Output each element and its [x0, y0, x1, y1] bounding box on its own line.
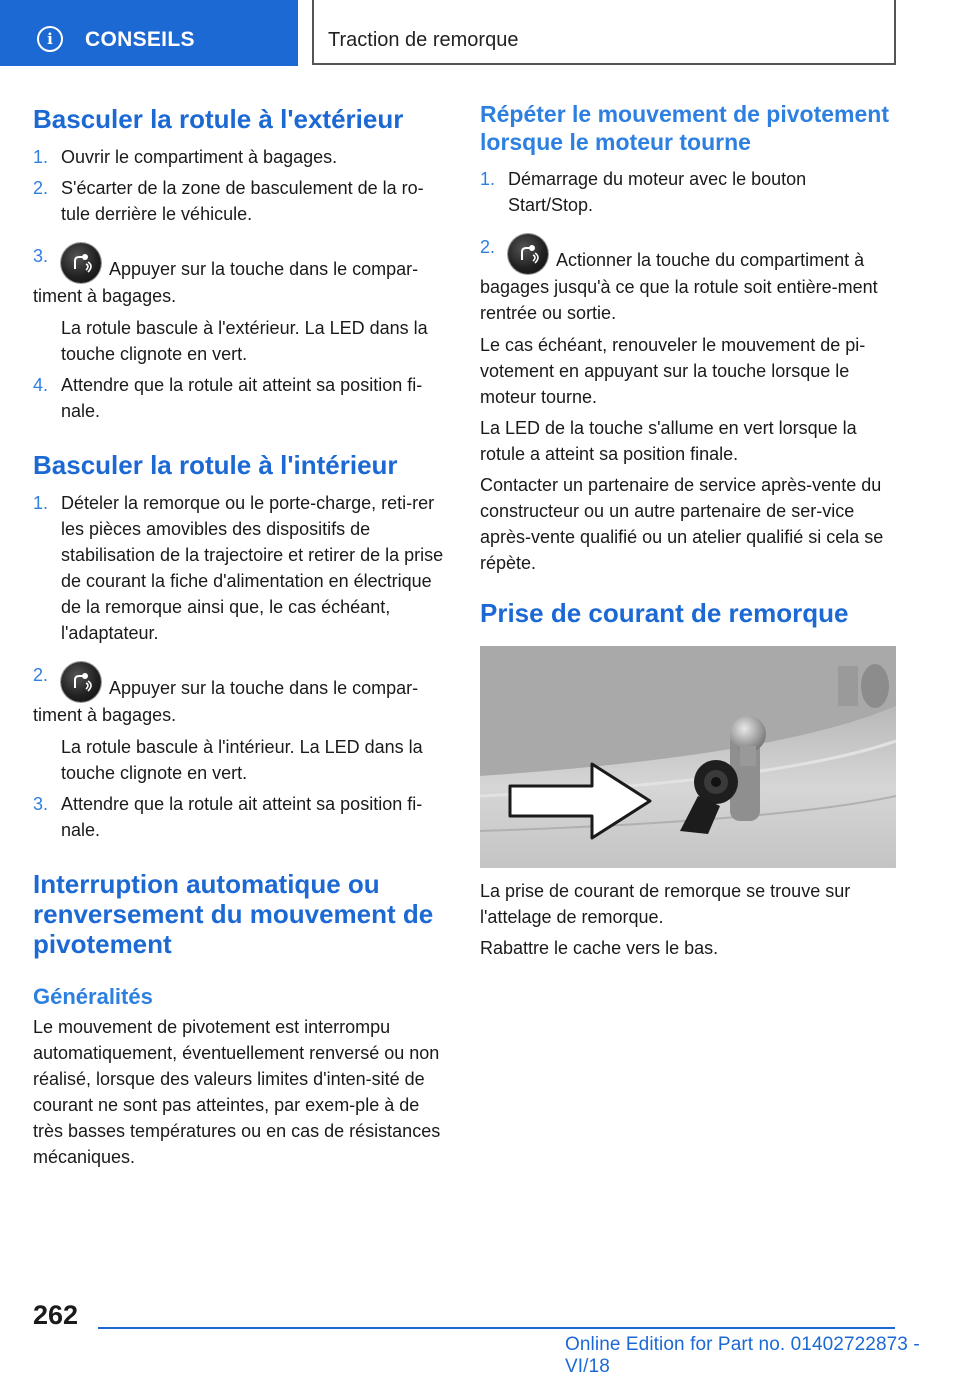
- paragraph: La prise de courant de remorque se trouve sur l'attelage de remorque.: [480, 881, 851, 927]
- towbar-button-icon: [61, 662, 101, 702]
- page-header: [0, 0, 960, 66]
- step-item: [33, 175, 446, 227]
- step-number: 3.: [33, 246, 49, 266]
- subheading-general: Généralités: [33, 984, 153, 1009]
- page-number: 262: [33, 1300, 79, 1330]
- footer-edition: Online Edition for Part no. 01402722873 - VI/18: [565, 1334, 920, 1377]
- chapter-label: CONSEILS: [85, 28, 195, 51]
- towbar-button-icon: [61, 243, 101, 283]
- footer-rule: [98, 1327, 895, 1329]
- heading-swing-out: Basculer la rotule à l'extérieur: [33, 104, 404, 134]
- towbar-button-icon: [508, 234, 548, 274]
- paragraph: Rabattre le cache vers le bas.: [480, 938, 719, 958]
- step-number: 2.: [480, 237, 496, 257]
- heading-swing-in: Basculer la rotule à l'intérieur: [33, 450, 398, 480]
- paragraph: Contacter un partenaire de service après-vente du constructeur ou un autre partenaire de ser‐vice après-vente qualifié ou un atelier qualifié si cela se répète.: [480, 475, 884, 573]
- section-tab[interactable]: [312, 0, 896, 65]
- trailer-socket-photo: [480, 646, 896, 868]
- step-number: 4.: [33, 375, 49, 395]
- step-text: Actionner la touche du compartiment à bagages jusqu'à ce que la rotule soit entière‐ment rentrée ou sortie.: [480, 250, 878, 323]
- step-text: Attendre que la rotule ait atteint sa position fi‐nale.: [61, 794, 423, 840]
- step-item: [33, 662, 446, 728]
- step-item: [33, 144, 446, 170]
- step-number: 2.: [33, 178, 49, 198]
- interruption-text: Le mouvement de pivotement est interrompu automatiquement, éventuellement renversé ou non réalisé, lorsque des valeurs limites d'inten‐sité de courant ne sont pas atteintes, par exem‐ple à de très basses températures ou en cas de résistances mécaniques.: [33, 1017, 441, 1167]
- step-text: Dételer la remorque ou le porte-charge, reti‐rer les pièces amovibles des dispositifs de stabilisation de la trajectoire et retirer de la prise de courant la fiche d'alimentation en électrique de la remorque ainsi que, le cas échéant, l'adaptateur.: [61, 493, 444, 643]
- left-column: [33, 100, 446, 1170]
- step-number: 3.: [33, 794, 49, 814]
- step-item: [33, 791, 446, 843]
- step-number: 1.: [33, 493, 49, 513]
- step-item: [33, 490, 446, 646]
- heading-repeat: Répéter le mouvement de pivotement lorsque le moteur tourne: [480, 101, 889, 155]
- step-number: 1.: [33, 147, 49, 167]
- step-text: Attendre que la rotule ait atteint sa position fi‐nale.: [61, 375, 423, 421]
- section-label: Traction de remorque: [328, 29, 519, 51]
- step-number: 1.: [480, 169, 496, 189]
- paragraph: Le cas échéant, renouveler le mouvement de pi‐votement en appuyant sur la touche lorsque le moteur tourne.: [480, 335, 866, 407]
- chapter-tab[interactable]: [0, 0, 298, 66]
- step-text: Ouvrir le compartiment à bagages.: [61, 147, 338, 167]
- heading-socket: Prise de courant de remorque: [480, 598, 849, 628]
- step-text: S'écarter de la zone de basculement de la ro‐tule derrière le véhicule.: [61, 178, 424, 224]
- step-number: 2.: [33, 665, 49, 685]
- step-item: [33, 372, 446, 424]
- step-text: Appuyer sur la touche dans le compar‐timent à bagages.: [33, 678, 419, 725]
- step-item: [480, 166, 896, 218]
- right-column: [480, 100, 896, 961]
- paragraph: La LED de la touche s'allume en vert lorsque la rotule a atteint sa position finale.: [480, 418, 857, 464]
- step-text: Appuyer sur la touche dans le compar‐timent à bagages.: [33, 259, 419, 306]
- step-item: [480, 234, 896, 326]
- info-circle-icon: i: [37, 26, 63, 52]
- towbar-illustration: [480, 646, 896, 868]
- heading-interruption: Interruption automatique ou renversement du mouvement de pivotement: [33, 869, 434, 959]
- step-note: La rotule bascule à l'extérieur. La LED dans la touche clignote en vert.: [61, 318, 428, 364]
- step-note: La rotule bascule à l'intérieur. La LED dans la touche clignote en vert.: [61, 737, 423, 783]
- step-item: [33, 243, 446, 309]
- step-text: Démarrage du moteur avec le bouton Start/Stop.: [508, 169, 807, 215]
